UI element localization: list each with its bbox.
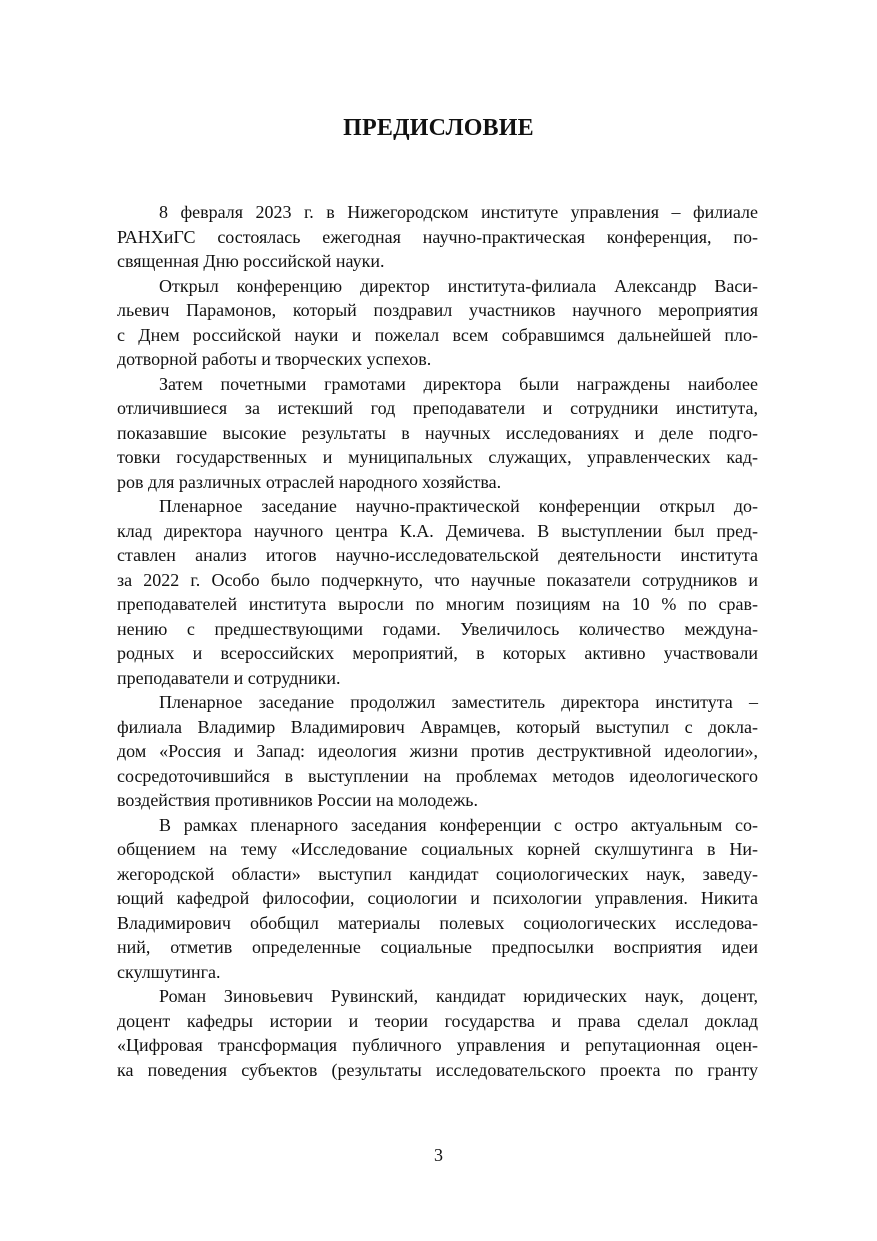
paragraph — [117, 813, 758, 985]
text-line: жегородской области» выступил кандидат социологических наук, заведу- — [117, 863, 758, 884]
text-line: общением на тему «Исследование социальных корней скулшутинга в Ни- — [117, 839, 758, 859]
text-line: филиала Владимир Владимирович Аврамцев, который выступил с доклa- — [117, 716, 758, 737]
text-line: священная Дню российской науки. — [117, 251, 385, 271]
page-title: ПРЕДИСЛОВИЕ — [343, 115, 534, 141]
text-line: дом «Россия и Запад: идеология жизни против деструктивной идеологии», — [117, 741, 758, 761]
text-line: товки государственных и муниципальных служащих, управленческих кад- — [117, 447, 758, 467]
text-line: Владимирович обобщил материалы полевых социологических исследова- — [117, 912, 758, 933]
text-line: скулшутинга. — [117, 961, 221, 982]
text-line: за 2022 г. Особо было подчеркнуто, что научные показатели сотрудников и — [117, 569, 758, 590]
text-line: 8 февраля 2023 г. в Нижегородском институте управления – филиале — [159, 202, 758, 222]
text-line: родных и всероссийских мероприятий, в которых активно участвовали — [117, 643, 758, 663]
text-line: ющий кафедрой философии, социологии и психологии управления. Никита — [117, 888, 758, 908]
text-line: Пленарное заседание продолжил заместитель директора института – — [159, 692, 758, 712]
paragraph — [117, 494, 758, 690]
paragraph — [117, 984, 758, 1082]
paragraph — [117, 274, 758, 372]
text-line: отличившиеся за истекший год преподаватели и сотрудники института, — [117, 398, 758, 418]
page-number: 3 — [434, 1145, 443, 1165]
text-line: клад директора научного центра К.А. Демичева. В выступлении был пред- — [117, 520, 758, 541]
text-line: ний, отметив определенные социальные предпосылки восприятия идеи — [117, 937, 758, 957]
text-line: Затем почетными грамотами директора были награждены наиболее — [159, 373, 758, 394]
text-line: воздействия противников России на молодежь. — [117, 790, 478, 810]
text-line: РАНХиГС состоялась ежегодная научно-практическая конференция, по- — [117, 226, 758, 247]
text-line: Открыл конференцию директор института-филиала Александр Васи- — [159, 275, 758, 296]
text-line: Роман Зиновьевич Рувинский, кандидат юридических наук, доцент, — [159, 986, 758, 1006]
paragraph — [117, 200, 758, 274]
paragraph — [117, 690, 758, 813]
body-text — [117, 200, 758, 1082]
text-line: льевич Парамонов, который поздравил участников научного мероприятия — [117, 300, 758, 320]
text-line: нению с предшествующими годами. Увеличилось количество междуна- — [117, 618, 758, 639]
text-line: В рамках пленарного заседания конференции с остро актуальным со- — [159, 814, 758, 835]
text-line: «Цифровая трансформация публичного управления и репутационная оцен- — [117, 1035, 758, 1055]
text-line: преподаватели и сотрудники. — [117, 667, 341, 688]
text-line: преподавателей института выросли по многим позициям на 10 % по срав- — [117, 594, 758, 614]
text-line: доцент кафедры истории и теории государства и права сделал доклад — [117, 1010, 758, 1031]
text-line: дотворной работы и творческих успехов. — [117, 349, 432, 369]
text-line: с Днем российской науки и пожелал всем собравшимся дальнейшей пло- — [117, 324, 758, 345]
text-line: сосредоточившийся в выступлении на проблемах методов идеологического — [117, 765, 758, 786]
text-line: Пленарное заседание научно-практической конференции открыл до- — [159, 496, 758, 516]
paragraph — [117, 372, 758, 495]
text-line: ставлен анализ итогов научно-исследовательской деятельности института — [117, 545, 758, 565]
text-line: ров для различных отраслей народного хозяйства. — [117, 471, 502, 492]
text-line: ка поведения субъектов (результаты исследовательского проекта по гранту — [117, 1059, 758, 1080]
text-line: показавшие высокие результаты в научных исследованиях и деле подго- — [117, 422, 758, 443]
